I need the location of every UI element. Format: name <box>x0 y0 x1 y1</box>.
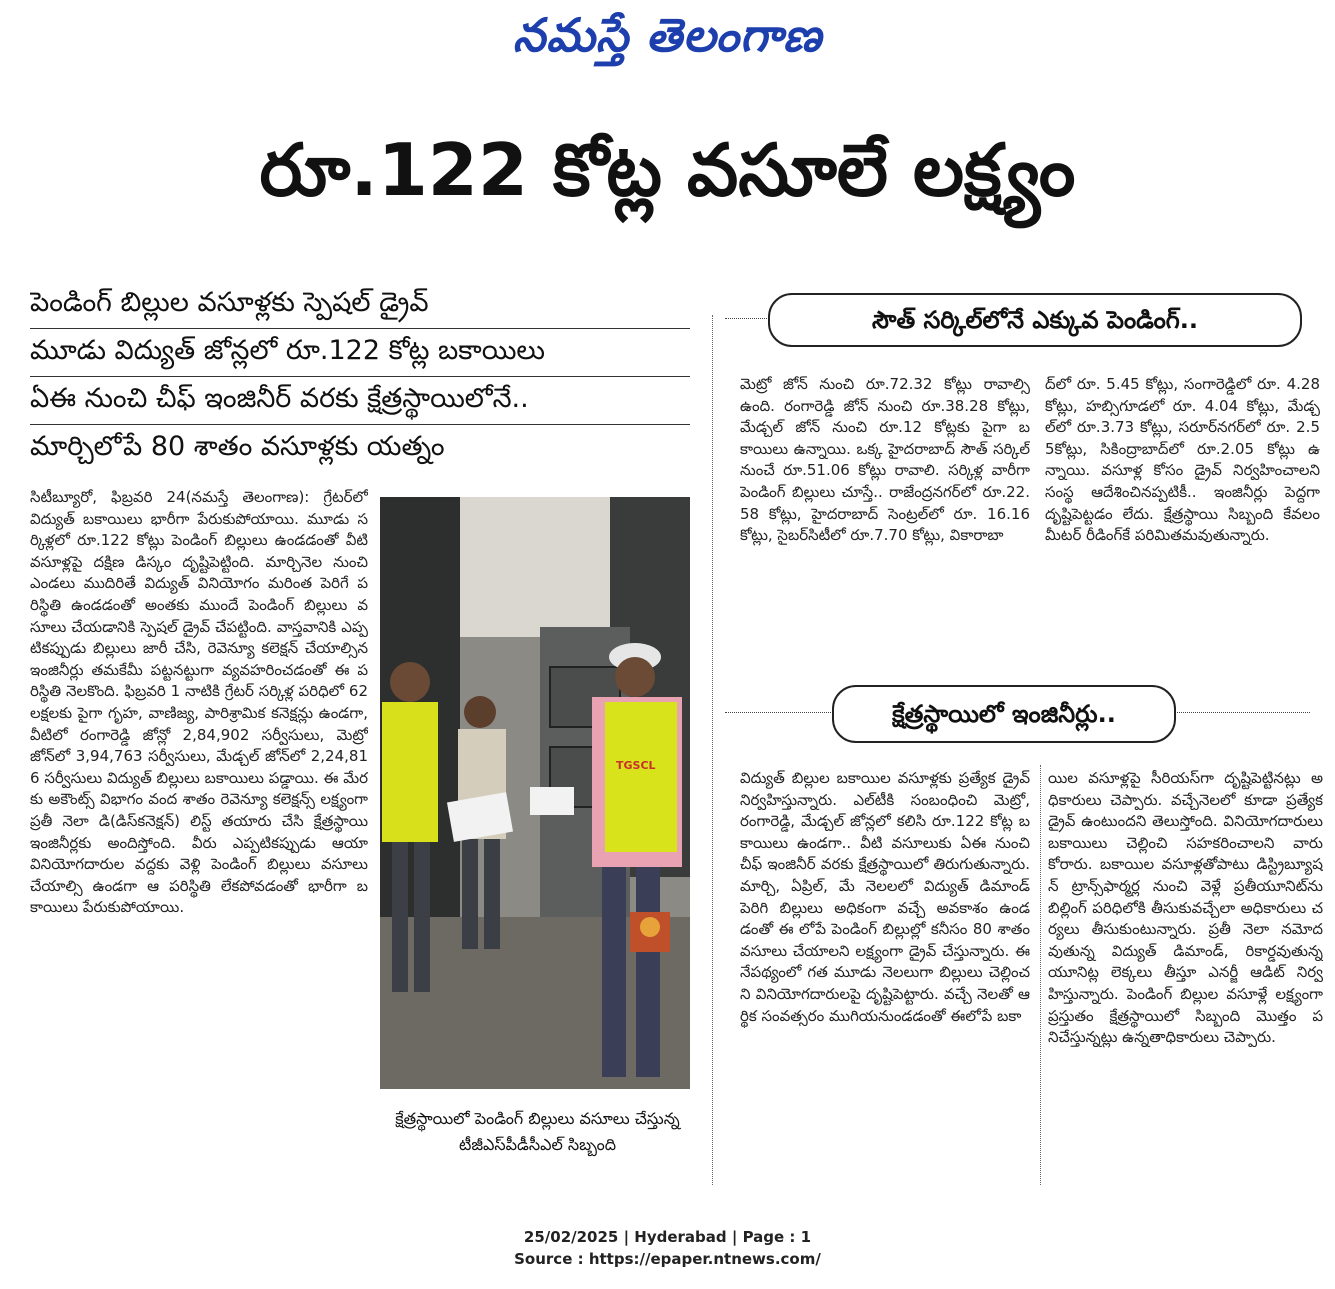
sub1-column-2: ద్‌లో రూ. 5.45 కోట్లు, సంగారెడ్డిలో రూ. 4.28 కోట్లు, హబ్సిగూడలో రూ. 4.04 కోట్లు, మేడ్చల్‌లో రూ.3.73 కోట్లు, సరూర్‌నగర్‌లో రూ. 2.55కోట్లు, సికింద్రాబాద్‌లో రూ.2.05 కోట్లు ఉన్నాయి. వసూళ్ల కోసం డ్రైవ్ నిర్వహించాలని సంస్థ ఆదేశించినప్పటికీ.. ఇంజినీర్లు పెద్దగా దృష్టిపెట్టడం లేదు. క్షేత్రస్థాయి సిబ్బంది కేవలం మీటర్ రీడింగ్‌కే పరిమితమవుతున్నారు. <box>1045 375 1320 545</box>
sub2-rule-left <box>725 712 835 713</box>
sub2-rule-right <box>1170 712 1310 713</box>
masthead-logo: నమస్తే తెలంగాణ <box>512 8 823 62</box>
news-photo <box>380 497 690 1089</box>
footer-date-line: 25/02/2025 | Hyderabad | Page : 1 <box>523 1228 812 1246</box>
headline: రూ.122 కోట్ల వసూలే లక్ష్యం <box>259 128 1076 212</box>
deck-line-2: మూడు విద్యుత్ జోన్లలో రూ.122 కోట్ల బకాయిలు <box>30 335 545 366</box>
sub2-column-divider <box>1040 765 1041 1185</box>
deck-divider <box>30 328 690 329</box>
vest-logo: TGSCL <box>616 759 656 772</box>
sub1-title: సౌత్ సర్కిల్‌లోనే ఎక్కువ పెండింగ్.. <box>768 293 1302 347</box>
photo-caption: క్షేత్రస్థాయిలో పెండింగ్ బిల్లులు వసూలు చేస్తున్న టీజీఎస్‌పీడీసీఎల్ సిబ్బంది <box>395 1109 680 1154</box>
sub2-title: క్షేత్రస్థాయిలో ఇంజినీర్లు.. <box>832 685 1176 743</box>
article-body-left: సిటీబ్యూరో, ఫిబ్రవరి 24(నమస్తే తెలంగాణ): గ్రేటర్‌లో విద్యుత్ బకాయిలు భారీగా పేరుకుపోయాయి. మూడు సర్కిళ్లలో రూ.122 కోట్లు పెండింగ్ బిల్లులు ఉండడంతో వీటి వసూళ్లపై దక్షిణ డిస్కం దృష్టిపెట్టింది. మార్చినెల నుంచి ఎండలు ముదిరితే విద్యుత్ వినియోగం మరింత పెరిగే పరిస్థితి ఉండడంతో అంతకు ముందే పెండింగ్ బిల్లులు వసూలు చేయడానికి స్పెషల్ డ్రైవ్ చేపట్టింది. వాస్తవానికి ఎప్పటికప్పుడు బిల్లులు జారీ చేసి, రెవెన్యూ కలెక్షన్ చేయాల్సిన ఇంజినీర్లు తమకేమీ పట్టనట్టుగా వ్యవహరించడంతో ఈ పరిస్థితి నెలకొంది. ఫిబ్రవరి 1 నాటికి గ్రేటర్ సర్కిళ్ల పరిధిలో 62 లక్షలకు పైగా గృహ, వాణిజ్య, పారిశ్రామిక కనెక్షన్లు ఉండగా, వీటిలో రంగారెడ్డి జోన్లో 2,84,902 సర్వీసులు, మెట్రో జోన్‌లో 3,94,763 సర్వీసులు, మేడ్చల్ జోన్‌లో 2,24,816 సర్వీసులు విద్యుత్ బిల్లులు బకాయిలు పడ్డాయి. ఈ మేరకు అకౌంట్స్ విభాగం వంద శాతం రెవెన్యూ కలెక్షన్స్ లక్ష్యంగా ప్రతీ నెలా డి(డిస్‌కనెక్షన్) లిస్ట్ తయారు చేసి క్షేత్రస్థాయి ఇంజినీర్లకు అందిస్తోంది. వీరు ఎప్పటికప్పుడు ఆయా వినియోగదారుల వద్దకు వెళ్లి పెండింగ్ బిల్లులు వసూలు చేయాల్సి ఉండగా ఆ పరిస్థితి లేకపోవడంతో భారీగా బకాయిలు పేరుకుపోయాయి. <box>30 488 368 917</box>
sub2-column-1: విద్యుత్ బిల్లుల బకాయిల వసూళ్లకు ప్రత్యేక డ్రైవ్ నిర్వహిస్తున్నారు. ఎల్‌టీకి సంబంధించి మెట్రో, రంగారెడ్డి, మేడ్చల్ జోన్లలో కలిసి రూ.122 కోట్ల బకాయిలు ఉండగా.. వీటి వసూలుకు ఏఈ నుంచి చీఫ్ ఇంజినీర్ వరకు క్షేత్రస్థాయిలో తిరుగుతున్నారు. మార్చి, ఏప్రిల్, మే నెలలలో విద్యుత్ డిమాండ్ పెరిగి బిల్లులు అధికంగా వచ్చే అవకాశం ఉండడంతో ఈ లోపే పెండింగ్ బిల్లుల్లో కనీసం 80 శాతం వసూలు చేయాలని లక్ష్యంగా డ్రైవ్ చేస్తున్నారు. ఈ నేపథ్యంలో గత మూడు నెలలుగా బిల్లులు చెల్లించని వినియోగదారులపై దృష్టిపెట్టారు. వచ్చే నెలతో ఆర్థిక సంవత్సరం ముగియనుండడంతో ఈలోపే బకా <box>740 769 1030 1025</box>
column-divider <box>712 315 713 1185</box>
deck-divider <box>30 424 690 425</box>
deck-divider <box>30 376 690 377</box>
deck-line-4: మార్చిలోపే 80 శాతం వసూళ్లకు యత్నం <box>30 431 445 462</box>
footer-source-link[interactable]: Source : https://epaper.ntnews.com/ <box>514 1250 821 1268</box>
deck-line-3: ఏఈ నుంచి చీఫ్ ఇంజినీర్ వరకు క్షేత్రస్థాయిలోనే.. <box>30 383 529 414</box>
deck-line-1: పెండింగ్ బిల్లుల వసూళ్లకు స్పెషల్ డ్రైవ్ <box>30 287 429 318</box>
sub1-column-1: మెట్రో జోన్ నుంచి రూ.72.32 కోట్లు రావాల్సి ఉంది. రంగారెడ్డి జోన్ నుంచి రూ.38.28 కోట్లు, మేడ్చల్ జోన్ నుంచి రూ.12 కోట్లకు పైగా బకాయిలు ఉన్నాయి. ఒక్క హైదరాబాద్ సౌత్ సర్కిల్ నుంచే రూ.51.06 కోట్లు రావాలి. సర్కిళ్ల వారీగా పెండింగ్ బిల్లులు చూస్తే.. రాజేంద్రనగర్‌లో రూ.22.58 కోట్లు, హైదరాబాద్ సెంట్రల్‌లో రూ. 16.16 కోట్లు, సైబర్‌సిటీలో రూ.7.70 కోట్లు, వికారాబా <box>740 375 1030 545</box>
sub2-column-2: యిల వసూళ్లపై సీరియస్‌గా దృష్టిపెట్టినట్లు అధికారులు చెప్పారు. వచ్చేనెలలో కూడా ప్రత్యేక డ్రైవ్ ఉంటుందని తెలుస్తోంది. వినియోగదారులు బకాయిలు చెల్లించి సహకరించాలని వారు కోరారు. బకాయిల వసూళ్లతోపాటు డిస్ట్రిబ్యూషన్ ట్రాన్స్‌ఫార్మర్ల నుంచి వెళ్లే ప్రతీయూనిట్‌ను బిల్లింగ్ పరిధిలోకి తీసుకువచ్చేలా అధికారులు చర్యలు తీసుకుంటున్నారు. ప్రతీ నెలా నమోదవుతున్న విద్యుత్ డిమాండ్, రికార్డవుతున్న యూనిట్ల లెక్కలు తీస్తూ ఎనర్జీ ఆడిట్ నిర్వహిస్తున్నారు. పెండింగ్ బిల్లుల వసూళ్లే లక్ష్యంగా ప్రస్తుతం క్షేత్రస్థాయిలో సిబ్బంది మొత్తం పనిచేస్తున్నట్లు ఉన్నతాధికారులు చెప్పారు. <box>1048 769 1323 1047</box>
